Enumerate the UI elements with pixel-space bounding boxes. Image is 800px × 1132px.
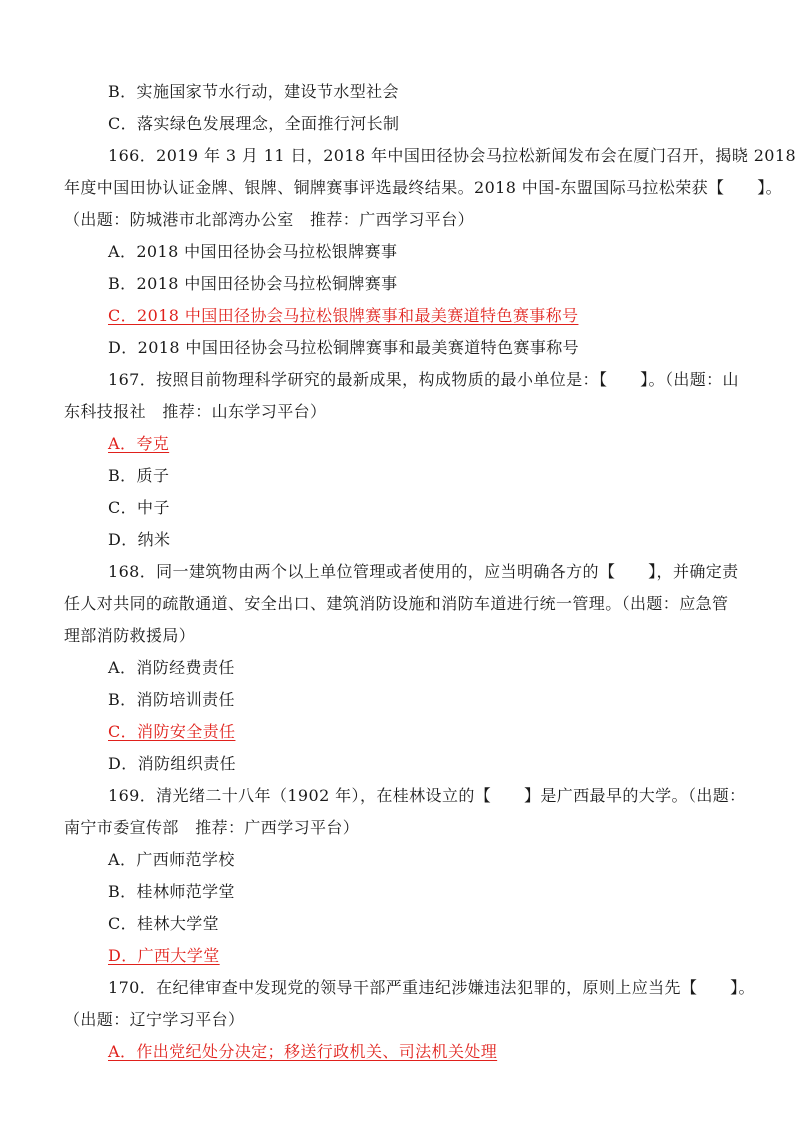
- question-166-source: （出题：防城港市北部湾办公室 推荐：广西学习平台）: [64, 210, 475, 229]
- question-166-line-2: 年度中国田协认证金牌、银牌、铜牌赛事评选最终结果。2018 中国-东盟国际马拉松荣获【 】。: [64, 178, 783, 197]
- option-a-q170-answer: A．作出党纪处分决定；移送行政机关、司法机关处理: [108, 1042, 498, 1061]
- option-b-q166: B．2018 中国田径协会马拉松铜牌赛事: [108, 274, 398, 293]
- option-a-q167-answer: A．夸克: [108, 434, 170, 453]
- question-167-line-1: 167．按照目前物理科学研究的最新成果，构成物质的最小单位是：【 】。（出题：山: [108, 370, 739, 389]
- option-c-q167: C．中子: [108, 498, 170, 517]
- question-168-line-2: 任人对共同的疏散通道、安全出口、建筑消防设施和消防车道进行统一管理。（出题：应急管: [64, 594, 729, 613]
- option-d-q166: D．2018 中国田径协会马拉松铜牌赛事和最美赛道特色赛事称号: [108, 338, 580, 357]
- option-a-q168: A．消防经费责任: [108, 658, 235, 677]
- option-b-q165: B．实施国家节水行动，建设节水型社会: [108, 82, 399, 101]
- option-d-q169-answer: D．广西大学堂: [108, 946, 220, 965]
- question-169-line-2: 南宁市委宣传部 推荐：广西学习平台）: [64, 818, 360, 837]
- question-168-line-1: 168．同一建筑物由两个以上单位管理或者使用的，应当明确各方的【 】，并确定责: [108, 562, 739, 581]
- option-c-q169: C．桂林大学堂: [108, 914, 220, 933]
- option-b-q169: B．桂林师范学堂: [108, 882, 235, 901]
- option-c-q165: C．落实绿色发展理念，全面推行河长制: [108, 114, 400, 133]
- option-a-q169: A．广西师范学校: [108, 850, 235, 869]
- question-170-source: （出题：辽宁学习平台）: [64, 1010, 245, 1029]
- option-b-q167: B．质子: [108, 466, 170, 485]
- option-a-q166: A．2018 中国田径协会马拉松银牌赛事: [108, 242, 398, 261]
- option-b-q168: B．消防培训责任: [108, 690, 235, 709]
- option-c-q168-answer: C．消防安全责任: [108, 722, 236, 741]
- question-170-line-1: 170．在纪律审查中发现党的领导干部严重违纪涉嫌违法犯罪的，原则上应当先【 】。: [108, 978, 755, 997]
- option-d-q168: D．消防组织责任: [108, 754, 237, 773]
- option-d-q167: D．纳米: [108, 530, 171, 549]
- question-167-line-2: 东科技报社 推荐：山东学习平台）: [64, 402, 327, 421]
- question-166-line-1: 166．2019 年 3 月 11 日，2018 年中国田径协会马拉松新闻发布会在厦门召开，揭晓 2018: [108, 146, 797, 165]
- question-168-line-3: 理部消防救援局）: [64, 626, 196, 645]
- option-c-q166-answer: C．2018 中国田径协会马拉松银牌赛事和最美赛道特色赛事称号: [108, 306, 579, 325]
- question-169-line-1: 169．清光绪二十八年（1902 年），在桂林设立的【 】是广西最早的大学。（出题：: [108, 786, 746, 805]
